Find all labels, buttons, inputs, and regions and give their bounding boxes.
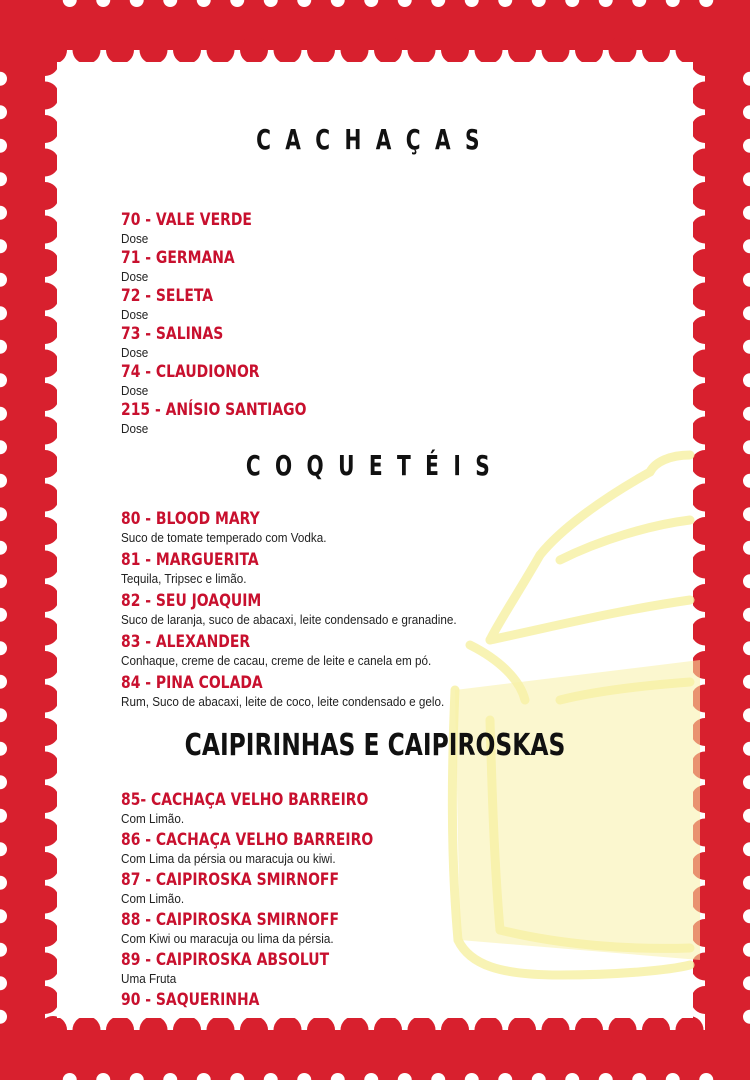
menu-item-description: Conhaque, creme de cacau, creme de leite e canela em pó. (121, 653, 432, 668)
section-title-coqueteis: COQUETÉIS (245, 449, 505, 482)
menu-item (121, 990, 681, 1010)
menu-item-description: Dose (121, 269, 149, 284)
menu-item-name: 88 - CAIPIROSKA SMIRNOFF (121, 910, 339, 930)
menu-item-name: 80 - BLOOD MARY (121, 509, 260, 529)
menu-item (121, 400, 681, 438)
menu-item (121, 830, 681, 867)
caipirinhas-list (121, 790, 681, 1013)
menu-item-description: Com Kiwi ou maracuja ou lima da pérsia. (121, 931, 334, 946)
menu-item-name: 83 - ALEXANDER (121, 632, 251, 652)
menu-item-description: Rum, Suco de abacaxi, leite de coco, leite condensado e gelo. (121, 694, 445, 709)
menu-item (121, 790, 681, 827)
menu-item-name: 86 - CACHAÇA VELHO BARREIRO (121, 830, 374, 850)
menu-item-name: 84 - PINA COLADA (121, 673, 263, 693)
menu-item (121, 591, 681, 628)
cachacas-list (121, 210, 681, 438)
menu-item (121, 910, 681, 947)
menu-item-description: Com Limão. (121, 811, 185, 826)
menu-item (121, 950, 681, 987)
menu-item (121, 362, 681, 400)
menu-item (121, 210, 681, 248)
menu-item-description: Dose (121, 383, 149, 398)
menu-item-description: Com Lima da pérsia ou maracuja ou kiwi. (121, 851, 336, 866)
menu-item-description: Suco de tomate temperado com Vodka. (121, 530, 327, 545)
menu-item-name: 85- CACHAÇA VELHO BARREIRO (121, 790, 369, 810)
menu-item-description: Dose (121, 231, 149, 246)
menu-item-name: 72 - SELETA (121, 286, 214, 306)
menu-item-description: Suco de laranja, suco de abacaxi, leite condensado e granadine. (121, 612, 457, 627)
coqueteis-list (121, 509, 681, 714)
menu-item-name: 89 - CAIPIROSKA ABSOLUT (121, 950, 330, 970)
menu-item-name: 73 - SALINAS (121, 324, 224, 344)
menu-item-description: Com Limão. (121, 891, 185, 906)
section-title-caipirinhas: CAIPIRINHAS E CAIPIROSKAS (184, 728, 566, 763)
menu-item-name: 71 - GERMANA (121, 248, 235, 268)
menu-item-description: Tequila, Tripsec e limão. (121, 571, 247, 586)
menu-item (121, 248, 681, 286)
menu-item-name: 74 - CLAUDIONOR (121, 362, 260, 382)
menu-item (121, 286, 681, 324)
menu-item-name: 87 - CAIPIROSKA SMIRNOFF (121, 870, 339, 890)
menu-item-name: 215 - ANÍSIO SANTIAGO (121, 400, 307, 420)
section-title-cachacas: CACHAÇAS (256, 123, 494, 156)
menu-item (121, 324, 681, 362)
menu-item-description: Dose (121, 307, 149, 322)
menu-item (121, 509, 681, 546)
menu-item-name: 70 - VALE VERDE (121, 210, 252, 230)
menu-item (121, 550, 681, 587)
menu-item (121, 632, 681, 669)
menu-item (121, 870, 681, 907)
menu-item-name: 90 - SAQUERINHA (121, 990, 260, 1010)
menu-item-description: Uma Fruta (121, 971, 177, 986)
menu-item-name: 81 - MARGUERITA (121, 550, 259, 570)
menu-item (121, 673, 681, 710)
menu-item-description: Dose (121, 345, 149, 360)
menu-item-name: 82 - SEU JOAQUIM (121, 591, 262, 611)
menu-item-description: Dose (121, 421, 149, 436)
